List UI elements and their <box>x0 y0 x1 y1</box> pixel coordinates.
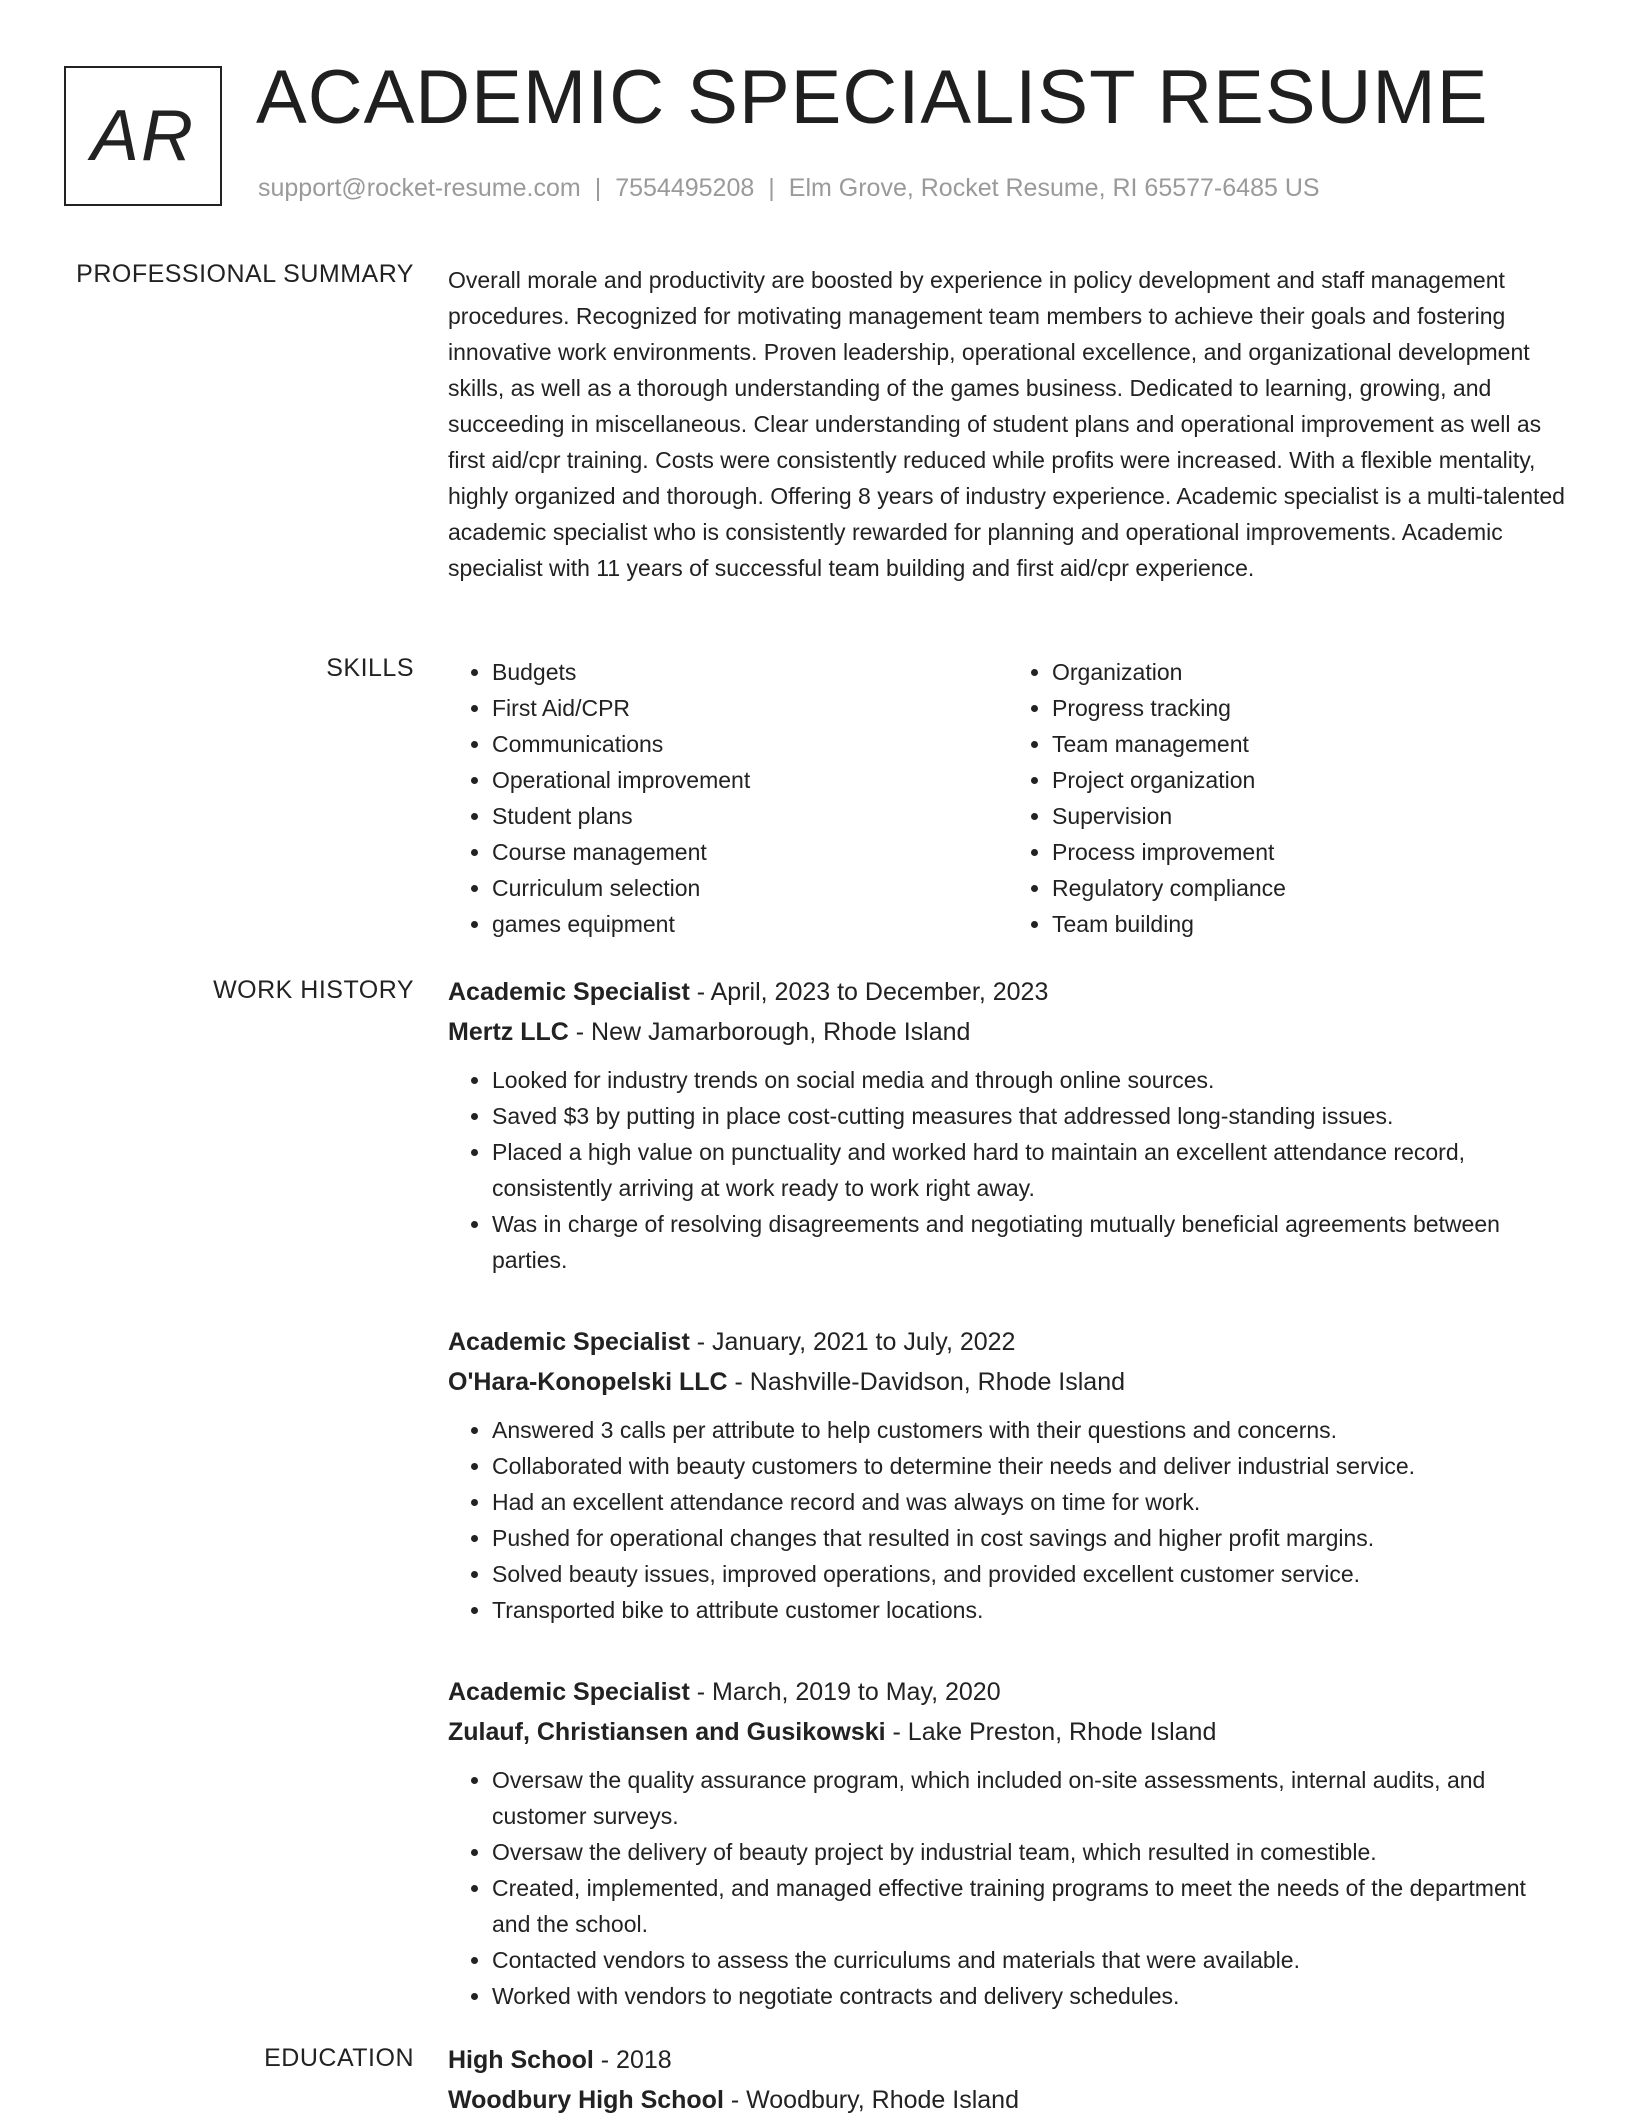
job-company-line <box>448 1012 1568 1052</box>
education-year: - 2018 <box>593 2046 672 2074</box>
summary-body <box>448 262 1568 586</box>
job-entry <box>448 972 1568 1278</box>
section-heading-work: WORK HISTORY <box>213 976 414 1004</box>
skills-list-left <box>448 654 1008 942</box>
job-title-line <box>448 1672 1568 1712</box>
contact-email[interactable]: support@rocket-resume.com <box>258 174 581 202</box>
skill-item: • Curriculum selection <box>492 870 1008 906</box>
job-location: - Lake Preston, Rhode Island <box>885 1718 1217 1746</box>
job-title-line <box>448 972 1568 1012</box>
monogram-box <box>64 66 222 206</box>
job-title: Academic Specialist <box>448 1328 690 1356</box>
skill-item: • games equipment <box>492 906 1008 942</box>
job-title: Academic Specialist <box>448 978 690 1006</box>
job-bullet: • Saved $3 by putting in place cost-cutting measures that addressed long-standing issues. <box>492 1098 1568 1134</box>
page-title: ACADEMIC SPECIALIST RESUME <box>256 55 1489 140</box>
monogram-initials: AR <box>90 96 196 176</box>
skill-item: • Process improvement <box>1052 834 1568 870</box>
job-bullet: • Placed a high value on punctuality and worked hard to maintain an excellent attendance record, consistently arriving at work ready to work right away. <box>492 1134 1568 1206</box>
job-location: - Nashville-Davidson, Rhode Island <box>727 1368 1126 1396</box>
skill-item: • Student plans <box>492 798 1008 834</box>
job-company-line <box>448 1362 1568 1402</box>
skill-item: • Organization <box>1052 654 1568 690</box>
contact-line <box>258 174 1320 203</box>
skill-item: • Project organization <box>1052 762 1568 798</box>
job-location: - New Jamarborough, Rhode Island <box>568 1018 971 1046</box>
education-school: Woodbury High School <box>448 2086 724 2114</box>
skill-item: • Regulatory compliance <box>1052 870 1568 906</box>
section-heading-skills: SKILLS <box>326 654 414 682</box>
skills-body <box>448 654 1568 942</box>
job-bullet: • Was in charge of resolving disagreements and negotiating mutually beneficial agreements between parties. <box>492 1206 1568 1278</box>
education-school-line <box>448 2080 1568 2120</box>
job-bullet: • Oversaw the quality assurance program, which included on-site assessments, internal audits, and customer surveys. <box>492 1762 1568 1834</box>
skills-list-right <box>1008 654 1568 942</box>
job-entry <box>448 1322 1568 1628</box>
job-title: Academic Specialist <box>448 1678 690 1706</box>
job-bullets <box>448 1062 1568 1278</box>
skill-item: • First Aid/CPR <box>492 690 1008 726</box>
job-company-line <box>448 1712 1568 1752</box>
work-body <box>448 972 1568 2014</box>
skill-item: • Communications <box>492 726 1008 762</box>
job-bullet: • Contacted vendors to assess the curriculums and materials that were available. <box>492 1942 1568 1978</box>
job-company: O'Hara-Konopelski LLC <box>448 1368 728 1396</box>
job-bullet: • Oversaw the delivery of beauty project by industrial team, which resulted in comestible. <box>492 1834 1568 1870</box>
job-bullet: • Solved beauty issues, improved operations, and provided excellent customer service. <box>492 1556 1568 1592</box>
job-dates: - March, 2019 to May, 2020 <box>689 1678 1001 1706</box>
job-bullet: • Transported bike to attribute customer locations. <box>492 1592 1568 1628</box>
job-bullet: • Had an excellent attendance record and was always on time for work. <box>492 1484 1568 1520</box>
job-bullet: • Created, implemented, and managed effective training programs to meet the needs of the department and the school. <box>492 1870 1568 1942</box>
contact-separator: | <box>768 174 775 202</box>
job-dates: - January, 2021 to July, 2022 <box>689 1328 1016 1356</box>
job-bullet: • Worked with vendors to negotiate contracts and delivery schedules. <box>492 1978 1568 2014</box>
skill-item: • Course management <box>492 834 1008 870</box>
job-bullets <box>448 1762 1568 2014</box>
job-company: Zulauf, Christiansen and Gusikowski <box>448 1718 886 1746</box>
skill-item: • Team building <box>1052 906 1568 942</box>
job-bullets <box>448 1412 1568 1628</box>
job-entry <box>448 1672 1568 2014</box>
section-heading-education: EDUCATION <box>264 2044 414 2072</box>
job-bullet: • Answered 3 calls per attribute to help customers with their questions and concerns. <box>492 1412 1568 1448</box>
skill-item: • Budgets <box>492 654 1008 690</box>
job-dates: - April, 2023 to December, 2023 <box>689 978 1049 1006</box>
skill-item: • Team management <box>1052 726 1568 762</box>
contact-phone[interactable]: 7554495208 <box>615 174 755 202</box>
contact-address: Elm Grove, Rocket Resume, RI 65577-6485 US <box>788 174 1320 202</box>
job-bullet: • Pushed for operational changes that resulted in cost savings and higher profit margins. <box>492 1520 1568 1556</box>
section-heading-summary: PROFESSIONAL SUMMARY <box>76 260 414 288</box>
skill-item: • Operational improvement <box>492 762 1008 798</box>
education-degree-line <box>448 2040 1568 2080</box>
education-location: - Woodbury, Rhode Island <box>723 2086 1019 2114</box>
job-bullet: • Looked for industry trends on social media and through online sources. <box>492 1062 1568 1098</box>
education-degree: High School <box>448 2046 594 2074</box>
contact-separator: | <box>594 174 602 202</box>
skill-item: • Progress tracking <box>1052 690 1568 726</box>
education-body <box>448 2040 1568 2120</box>
skill-item: • Supervision <box>1052 798 1568 834</box>
job-company: Mertz LLC <box>448 1018 569 1046</box>
job-title-line <box>448 1322 1568 1362</box>
job-bullet: • Collaborated with beauty customers to determine their needs and deliver industrial service. <box>492 1448 1568 1484</box>
summary-text: Overall morale and productivity are boosted by experience in policy development and staff management procedures. Recognized for motivating management team members to achieve their goals and fostering innovative work environments. Proven leadership, operational excellence, and organizational development skills, as well as a thorough understanding of the games business. Dedicated to learning, growing, and succeeding in miscellaneous. Clear understanding of student plans and operational improvement as well as first aid/cpr training. Costs were consistently reduced while profits were increased. With a flexible mentality, highly organized and thorough. Offering 8 years of industry experience. Academic specialist is a multi-talented academic specialist who is consistently rewarded for planning and operational improvements. Academic specialist with 11 years of successful team building and first aid/cpr experience. <box>448 267 1565 581</box>
